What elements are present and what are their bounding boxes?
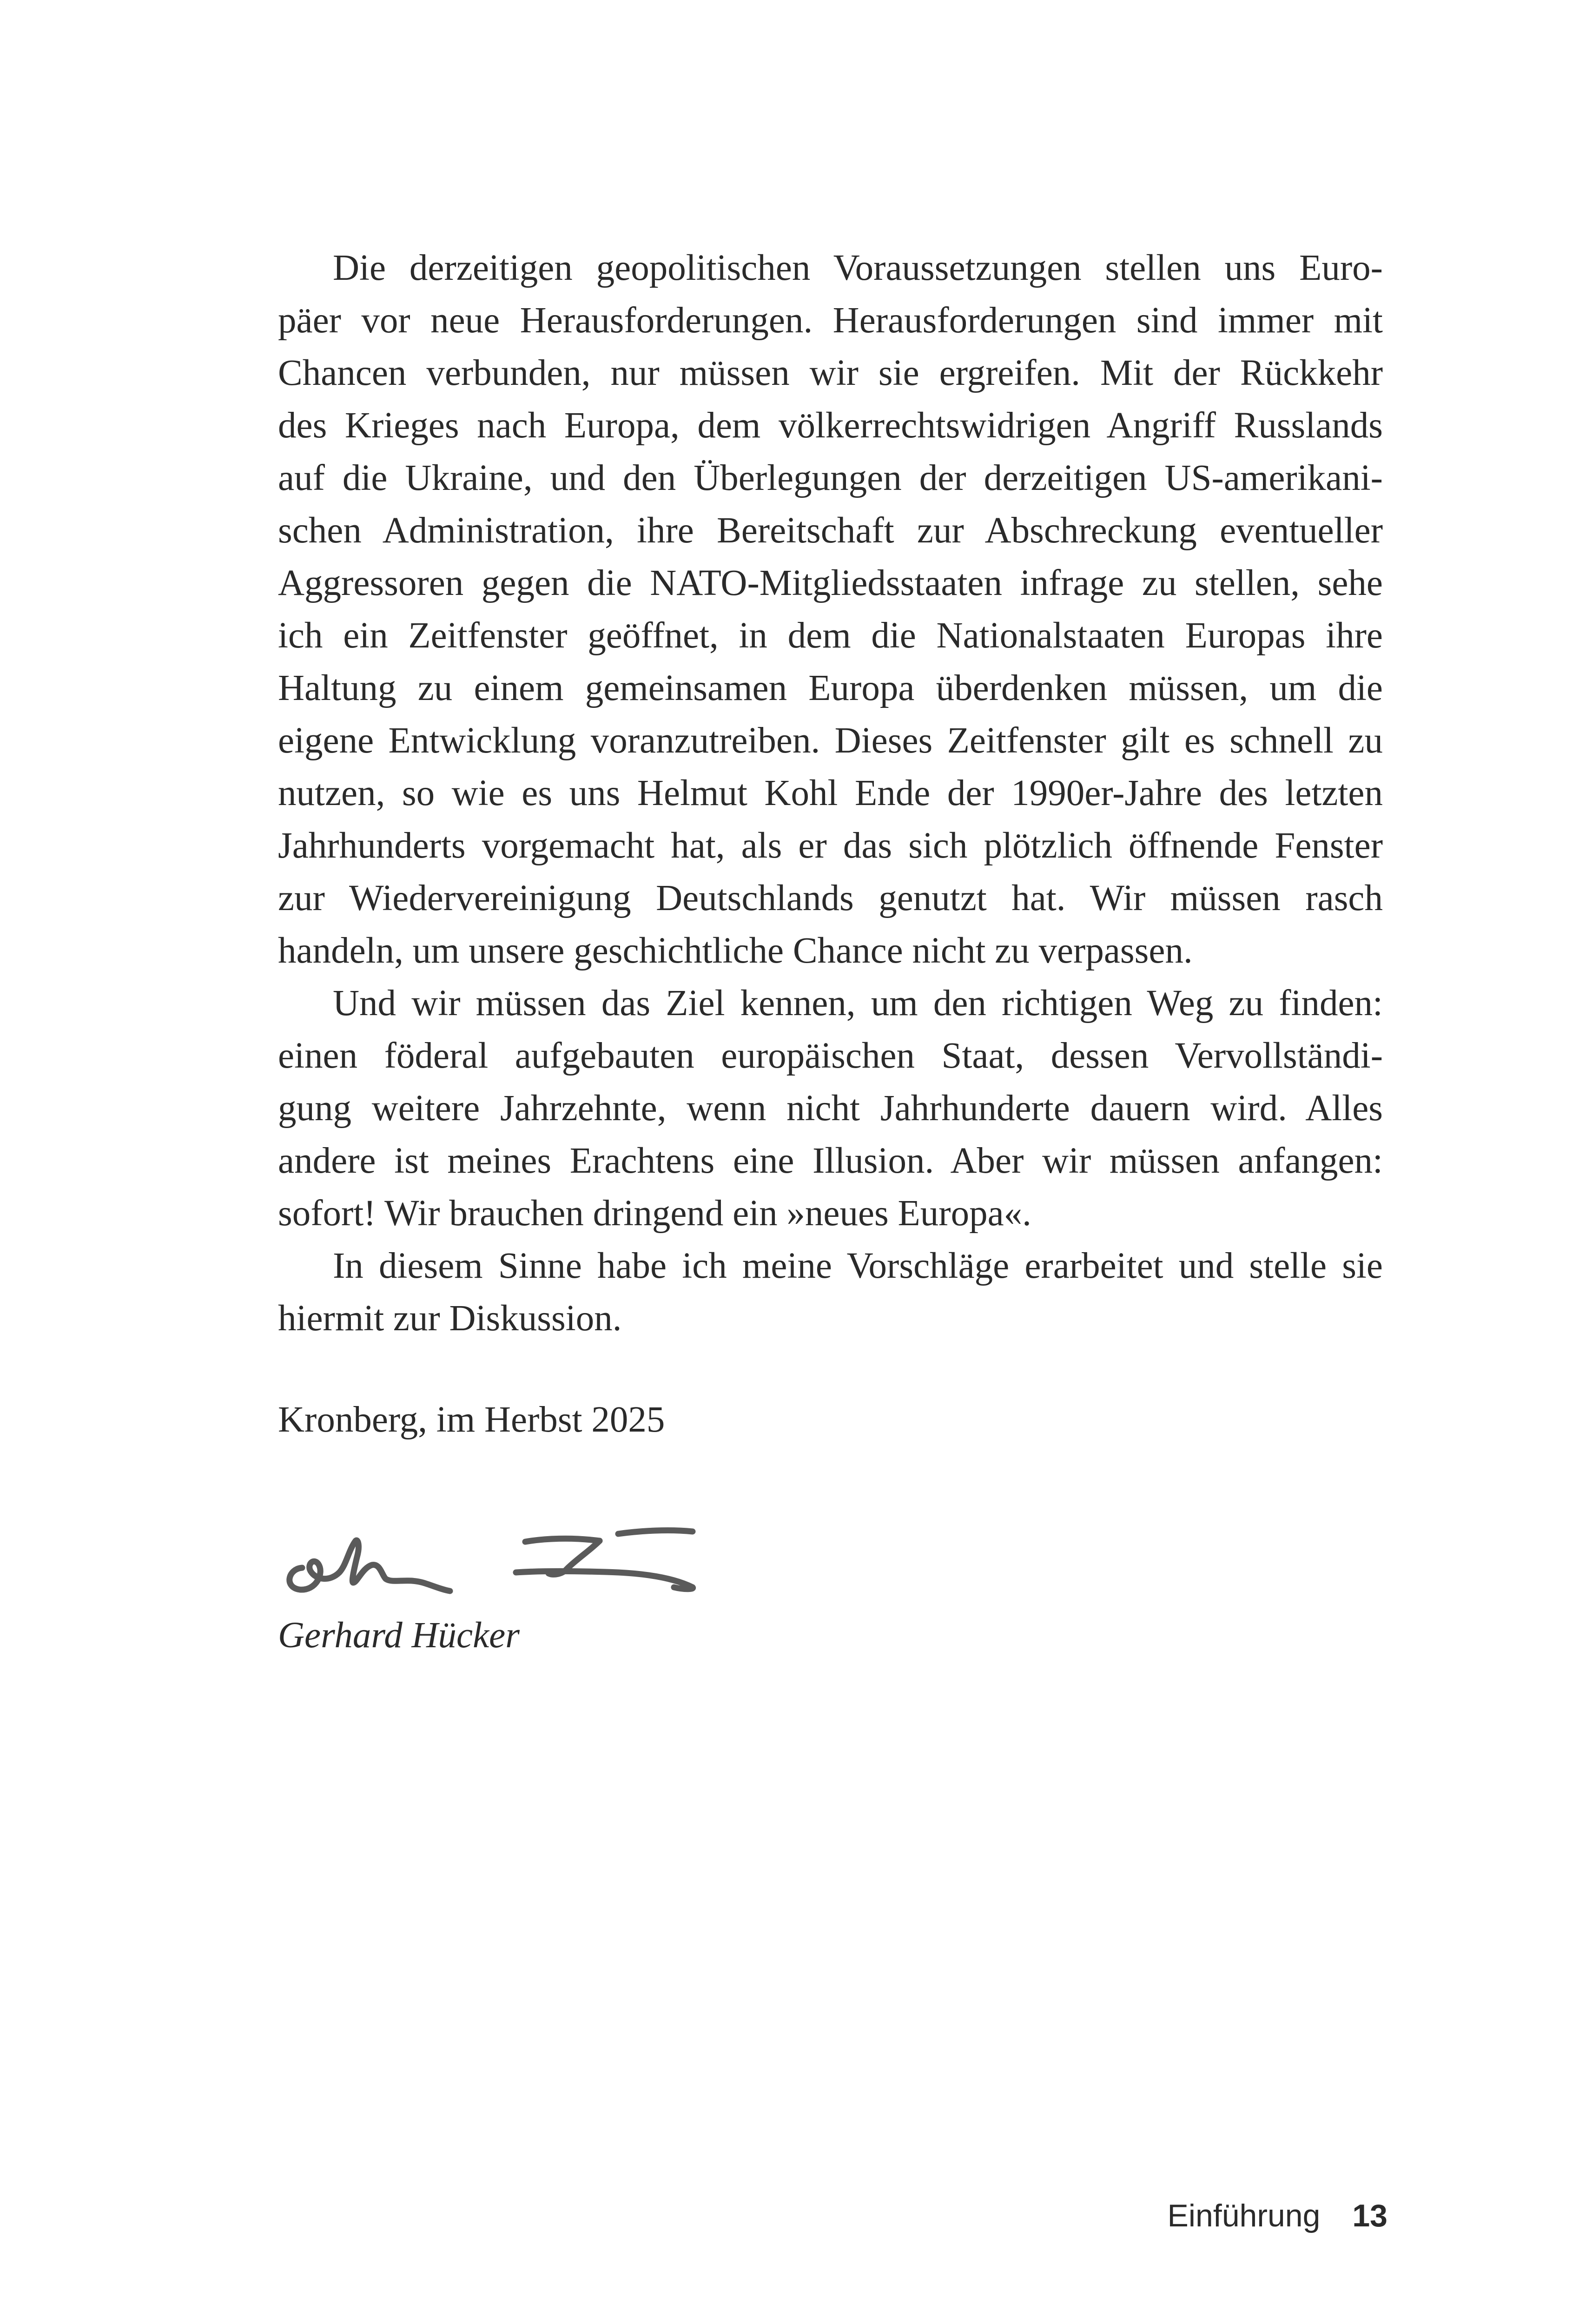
- paragraph-2: [278, 977, 1383, 1240]
- text-line: Jahrhunderts vorgemacht hat, als er das sich plötzlich öffnende Fenster: [278, 825, 1383, 866]
- text-line: zur Wiedervereinigung Deutschlands genutzt hat. Wir müssen rasch: [278, 878, 1383, 918]
- text-line: In diesem Sinne habe ich meine Vorschläge erarbeitet und stelle sie: [333, 1246, 1383, 1286]
- text-line: ich ein Zeitfenster geöffnet, in dem die Nationalstaaten Europas ihre: [278, 615, 1383, 656]
- text-line: Aggressoren gegen die NATO-Mitgliedsstaaten infrage zu stellen, sehe: [278, 563, 1383, 603]
- running-section-title: Einführung: [1167, 2198, 1321, 2233]
- paragraph-3: [278, 1240, 1383, 1345]
- text-line: Die derzeitigen geopolitischen Voraussetzungen stellen uns Euro-: [333, 248, 1383, 288]
- text-line: sofort! Wir brauchen dringend ein »neues Europa«.: [278, 1193, 1031, 1234]
- text-line: andere ist meines Erachtens eine Illusion. Aber wir müssen anfangen:: [278, 1141, 1383, 1181]
- signature-stroke: [516, 1571, 693, 1589]
- text-line: schen Administration, ihre Bereitschaft zur Abschreckung eventueller: [278, 510, 1383, 551]
- text-line: Und wir müssen das Ziel kennen, um den richtigen Weg zu finden:: [333, 983, 1383, 1023]
- page-number: 13: [1352, 2198, 1387, 2233]
- text-line: handeln, um unsere geschichtliche Chance nicht zu verpassen.: [278, 931, 1193, 971]
- signature-image: [274, 1513, 702, 1597]
- text-line: auf die Ukraine, und den Überlegungen der derzeitigen US-amerikani-: [278, 458, 1383, 498]
- page-footer: [1168, 2195, 1387, 2237]
- signature-stroke: [618, 1531, 693, 1534]
- body-text: [278, 242, 1383, 1345]
- text-line: Chancen verbunden, nur müssen wir sie ergreifen. Mit der Rückkehr: [278, 353, 1383, 393]
- text-line: einen föderal aufgebauten europäischen Staat, dessen Vervollständi-: [278, 1036, 1383, 1076]
- signature-stroke: [525, 1538, 600, 1542]
- paragraph-1: [278, 242, 1383, 977]
- text-line: nutzen, so wie es uns Helmut Kohl Ende der 1990er-Jahre des letzten: [278, 773, 1383, 813]
- signature-stroke: [290, 1540, 450, 1591]
- author-name: Gerhard Hücker: [278, 1615, 520, 1656]
- text-line: Haltung zu einem gemeinsamen Europa überdenken müssen, um die: [278, 668, 1383, 708]
- text-line: gung weitere Jahrzehnte, wenn nicht Jahrhunderte dauern wird. Alles: [278, 1088, 1383, 1129]
- text-line: päer vor neue Herausforderungen. Herausforderungen sind immer mit: [278, 300, 1383, 341]
- text-line: hiermit zur Diskussion.: [278, 1298, 622, 1339]
- place-date: Kronberg, im Herbst 2025: [278, 1400, 665, 1440]
- text-line: eigene Entwicklung voranzutreiben. Dieses Zeitfenster gilt es schnell zu: [278, 720, 1383, 761]
- text-line: des Krieges nach Europa, dem völkerrechtswidrigen Angriff Russlands: [278, 405, 1383, 446]
